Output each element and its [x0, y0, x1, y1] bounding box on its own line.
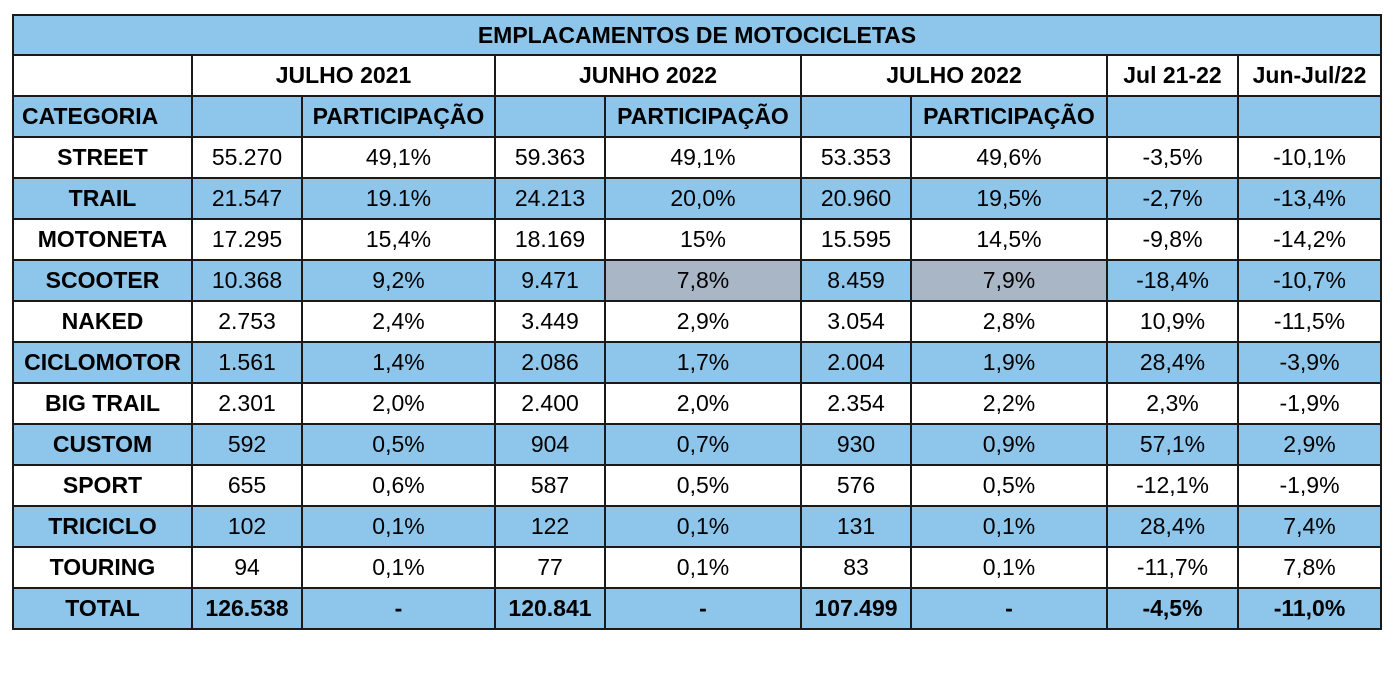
volume-jul-2022-cell: 2.004	[801, 342, 911, 383]
share-jul-2022-cell: 0,9%	[911, 424, 1107, 465]
table-row	[13, 178, 1381, 219]
volume-jul-2022-cell: 20.960	[801, 178, 911, 219]
category-cell: CICLOMOTOR	[13, 342, 192, 383]
volume-2021-cell: 94	[192, 547, 302, 588]
variation-jun-jul-cell: -1,9%	[1238, 383, 1381, 424]
share-jul-2022-cell: 2,2%	[911, 383, 1107, 424]
share-jun-2022-cell: 0,1%	[605, 506, 801, 547]
share-2021-cell: 0,1%	[302, 547, 495, 588]
share-jun-2022-cell: 0,1%	[605, 547, 801, 588]
motorcycle-registrations-table	[12, 14, 1382, 630]
variation-jul-cell: 2,3%	[1107, 383, 1238, 424]
category-cell: TRAIL	[13, 178, 192, 219]
volume-jul-2022-cell: 53.353	[801, 137, 911, 178]
share-2021-cell: 15,4%	[302, 219, 495, 260]
table-row	[13, 301, 1381, 342]
volume-2021-cell: 55.270	[192, 137, 302, 178]
variation-jul-cell: -3,5%	[1107, 137, 1238, 178]
table-row	[13, 424, 1381, 465]
period-header-july-2022: JULHO 2022	[801, 55, 1107, 96]
volume-header-jun-2022	[495, 96, 605, 137]
table-row	[13, 342, 1381, 383]
volume-2021-cell: 2.301	[192, 383, 302, 424]
variation-jul-cell: -4,5%	[1107, 588, 1238, 629]
category-cell: TOURING	[13, 547, 192, 588]
table-row	[13, 465, 1381, 506]
category-cell: SCOOTER	[13, 260, 192, 301]
volume-jun-2022-cell: 24.213	[495, 178, 605, 219]
variation-jun-jul-cell: -11,5%	[1238, 301, 1381, 342]
volume-2021-cell: 17.295	[192, 219, 302, 260]
volume-header-jul-2022	[801, 96, 911, 137]
volume-jun-2022-cell: 77	[495, 547, 605, 588]
period-header-variation-jul: Jul 21-22	[1107, 55, 1238, 96]
volume-2021-cell: 10.368	[192, 260, 302, 301]
volume-2021-cell: 1.561	[192, 342, 302, 383]
variation-jul-cell: 10,9%	[1107, 301, 1238, 342]
share-jun-2022-cell: 0,5%	[605, 465, 801, 506]
volume-jun-2022-cell: 3.449	[495, 301, 605, 342]
volume-jul-2022-cell: 576	[801, 465, 911, 506]
volume-2021-cell: 126.538	[192, 588, 302, 629]
volume-2021-cell: 21.547	[192, 178, 302, 219]
share-jul-2022-cell: 2,8%	[911, 301, 1107, 342]
variation-jun-jul-cell: -11,0%	[1238, 588, 1381, 629]
share-jun-2022-cell: 15%	[605, 219, 801, 260]
volume-jun-2022-cell: 2.400	[495, 383, 605, 424]
variation-jun-jul-cell: -1,9%	[1238, 465, 1381, 506]
volume-jun-2022-cell: 18.169	[495, 219, 605, 260]
volume-2021-cell: 2.753	[192, 301, 302, 342]
variation-jun-jul-cell: -14,2%	[1238, 219, 1381, 260]
volume-2021-cell: 102	[192, 506, 302, 547]
period-header-empty	[13, 55, 192, 96]
table-row	[13, 547, 1381, 588]
variation-jul-cell: -11,7%	[1107, 547, 1238, 588]
share-jun-2022-cell: 1,7%	[605, 342, 801, 383]
share-jul-2022-cell: 7,9%	[911, 260, 1107, 301]
variation-jun-jul-cell: 2,9%	[1238, 424, 1381, 465]
variation-jul-cell: -18,4%	[1107, 260, 1238, 301]
share-2021-cell: 0,6%	[302, 465, 495, 506]
share-jul-2022-cell: 0,1%	[911, 547, 1107, 588]
variation-jul-cell: -12,1%	[1107, 465, 1238, 506]
variation-header-jul	[1107, 96, 1238, 137]
table-row	[13, 383, 1381, 424]
share-jul-2022-cell: -	[911, 588, 1107, 629]
period-header-variation-jun-jul: Jun-Jul/22	[1238, 55, 1381, 96]
volume-jun-2022-cell: 122	[495, 506, 605, 547]
share-jul-2022-cell: 1,9%	[911, 342, 1107, 383]
share-2021-cell: 49,1%	[302, 137, 495, 178]
share-2021-cell: 9,2%	[302, 260, 495, 301]
share-header-jul-2022: PARTICIPAÇÃO	[911, 96, 1107, 137]
category-cell: STREET	[13, 137, 192, 178]
volume-jul-2022-cell: 8.459	[801, 260, 911, 301]
share-jun-2022-cell: 2,0%	[605, 383, 801, 424]
category-cell: BIG TRAIL	[13, 383, 192, 424]
total-row	[13, 588, 1381, 629]
volume-jun-2022-cell: 120.841	[495, 588, 605, 629]
share-2021-cell: 0,5%	[302, 424, 495, 465]
volume-jun-2022-cell: 9.471	[495, 260, 605, 301]
share-jun-2022-cell: 2,9%	[605, 301, 801, 342]
category-column-header: CATEGORIA	[13, 96, 192, 137]
table-row	[13, 219, 1381, 260]
volume-jul-2022-cell: 2.354	[801, 383, 911, 424]
table-row	[13, 260, 1381, 301]
volume-2021-cell: 655	[192, 465, 302, 506]
share-2021-cell: 0,1%	[302, 506, 495, 547]
category-cell: TOTAL	[13, 588, 192, 629]
volume-2021-cell: 592	[192, 424, 302, 465]
variation-jun-jul-cell: -13,4%	[1238, 178, 1381, 219]
share-2021-cell: 2,4%	[302, 301, 495, 342]
volume-jun-2022-cell: 904	[495, 424, 605, 465]
share-2021-cell: -	[302, 588, 495, 629]
share-jul-2022-cell: 49,6%	[911, 137, 1107, 178]
variation-jun-jul-cell: -3,9%	[1238, 342, 1381, 383]
share-jul-2022-cell: 19,5%	[911, 178, 1107, 219]
volume-jun-2022-cell: 59.363	[495, 137, 605, 178]
share-jul-2022-cell: 14,5%	[911, 219, 1107, 260]
category-cell: CUSTOM	[13, 424, 192, 465]
share-jun-2022-cell: 49,1%	[605, 137, 801, 178]
share-jul-2022-cell: 0,1%	[911, 506, 1107, 547]
period-header-july-2021: JULHO 2021	[192, 55, 495, 96]
share-2021-cell: 1,4%	[302, 342, 495, 383]
volume-jul-2022-cell: 930	[801, 424, 911, 465]
share-jun-2022-cell: -	[605, 588, 801, 629]
variation-jul-cell: 28,4%	[1107, 342, 1238, 383]
variation-jul-cell: 28,4%	[1107, 506, 1238, 547]
volume-jul-2022-cell: 131	[801, 506, 911, 547]
volume-jul-2022-cell: 83	[801, 547, 911, 588]
share-header-jun-2022: PARTICIPAÇÃO	[605, 96, 801, 137]
share-2021-cell: 19.1%	[302, 178, 495, 219]
variation-jul-cell: -2,7%	[1107, 178, 1238, 219]
table-row	[13, 137, 1381, 178]
variation-jul-cell: -9,8%	[1107, 219, 1238, 260]
category-cell: MOTONETA	[13, 219, 192, 260]
category-cell: TRICICLO	[13, 506, 192, 547]
period-header-june-2022: JUNHO 2022	[495, 55, 801, 96]
share-jul-2022-cell: 0,5%	[911, 465, 1107, 506]
share-jun-2022-cell: 7,8%	[605, 260, 801, 301]
table-row	[13, 506, 1381, 547]
table-title: EMPLACAMENTOS DE MOTOCICLETAS	[13, 15, 1381, 55]
volume-jul-2022-cell: 15.595	[801, 219, 911, 260]
share-jun-2022-cell: 0,7%	[605, 424, 801, 465]
volume-jun-2022-cell: 2.086	[495, 342, 605, 383]
variation-header-jun-jul	[1238, 96, 1381, 137]
variation-jun-jul-cell: -10,7%	[1238, 260, 1381, 301]
variation-jul-cell: 57,1%	[1107, 424, 1238, 465]
volume-jul-2022-cell: 107.499	[801, 588, 911, 629]
share-jun-2022-cell: 20,0%	[605, 178, 801, 219]
variation-jun-jul-cell: -10,1%	[1238, 137, 1381, 178]
category-cell: SPORT	[13, 465, 192, 506]
variation-jun-jul-cell: 7,4%	[1238, 506, 1381, 547]
volume-jul-2022-cell: 3.054	[801, 301, 911, 342]
share-2021-cell: 2,0%	[302, 383, 495, 424]
variation-jun-jul-cell: 7,8%	[1238, 547, 1381, 588]
share-header-2021: PARTICIPAÇÃO	[302, 96, 495, 137]
category-cell: NAKED	[13, 301, 192, 342]
volume-header-2021	[192, 96, 302, 137]
volume-jun-2022-cell: 587	[495, 465, 605, 506]
